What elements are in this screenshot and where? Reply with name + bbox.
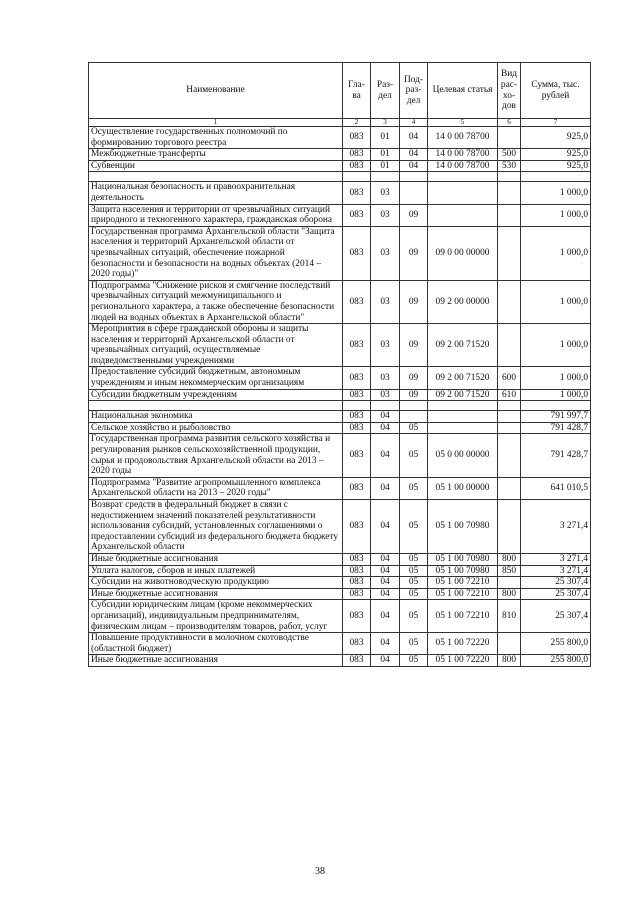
row-amount-cell: 25 307,4: [521, 588, 591, 600]
row-name-cell: Иные бюджетные ассигнования: [89, 588, 343, 600]
table-row: [89, 422, 591, 434]
row-name-cell: Повышение продуктивности в молочном скотоводстве (областной бюджет): [89, 633, 343, 655]
row-expense-type-cell: 850: [498, 565, 521, 577]
row-expense-type-cell: 800: [498, 588, 521, 600]
row-name-cell: Возврат средств в федеральный бюджет в связи с недостижением значений показателей результативности использования субсидий, установленных соглашениями о предоставлении субсидий из федерального бюджета бюджету Архангельской области: [89, 500, 343, 554]
row-amount-cell: 641 010,5: [521, 477, 591, 499]
spacer-cell: [521, 401, 591, 411]
row-expense-type-cell: 600: [498, 367, 521, 389]
row-chapter-cell: 083: [343, 565, 371, 577]
table-row: [89, 577, 591, 589]
row-name-cell: Мероприятия в сфере гражданской обороны и защиты населения и территорий Архангельской области от чрезвычайных ситуаций, осуществляемые подведомственными учреждениями: [89, 324, 343, 367]
header-section: Раз-дел: [371, 63, 400, 119]
header-expense-type: Вид рас-хо-дов: [498, 63, 521, 119]
spacer-cell: [498, 401, 521, 411]
row-subsection-cell: 05: [400, 422, 428, 434]
row-chapter-cell: 083: [343, 367, 371, 389]
row-expense-type-cell: [498, 422, 521, 434]
row-expense-type-cell: 530: [498, 160, 521, 172]
header-subsection: Под-раз-дел: [400, 63, 428, 119]
row-subsection-cell: 05: [400, 600, 428, 633]
spacer-cell: [89, 172, 343, 182]
table-row: [89, 204, 591, 226]
row-expense-type-cell: 810: [498, 600, 521, 633]
row-target-cell: 14 0 00 78700: [428, 160, 498, 172]
row-section-cell: 03: [371, 324, 400, 367]
table-header-row: [89, 63, 591, 119]
row-chapter-cell: 083: [343, 411, 371, 423]
row-target-cell: 05 1 00 70980: [428, 553, 498, 565]
row-amount-cell: 925,0: [521, 127, 591, 149]
row-section-cell: 03: [371, 226, 400, 280]
row-amount-cell: 925,0: [521, 149, 591, 161]
table-row: [89, 500, 591, 554]
table-row: [89, 565, 591, 577]
row-target-cell: [428, 204, 498, 226]
row-name-cell: Национальная безопасность и правоохранительная деятельность: [89, 182, 343, 204]
row-name-cell: Защита населения и территории от чрезвычайных ситуаций природного и техногенного характера, гражданская оборона: [89, 204, 343, 226]
row-subsection-cell: 09: [400, 204, 428, 226]
spacer-cell: [371, 172, 400, 182]
row-name-cell: Субсидии бюджетным учреждениям: [89, 389, 343, 401]
row-expense-type-cell: [498, 434, 521, 477]
row-chapter-cell: 083: [343, 280, 371, 323]
table-row: [89, 226, 591, 280]
row-section-cell: 04: [371, 588, 400, 600]
row-target-cell: 05 0 00 00000: [428, 434, 498, 477]
row-name-cell: Национальная экономика: [89, 411, 343, 423]
table-row: [89, 127, 591, 149]
row-name-cell: Субсидии юридическим лицам (кроме некоммерческих организаций), индивидуальным предпринимателям, физическим лицам – производителям товаров, работ, услуг: [89, 600, 343, 633]
row-chapter-cell: 083: [343, 434, 371, 477]
column-number: 2: [343, 119, 371, 127]
row-chapter-cell: 083: [343, 182, 371, 204]
column-number: 5: [428, 119, 498, 127]
row-expense-type-cell: [498, 500, 521, 554]
row-expense-type-cell: [498, 127, 521, 149]
row-amount-cell: 1 000,0: [521, 182, 591, 204]
row-chapter-cell: 083: [343, 500, 371, 554]
row-target-cell: 09 2 00 71520: [428, 389, 498, 401]
spacer-cell: [371, 401, 400, 411]
table-row: [89, 477, 591, 499]
row-expense-type-cell: [498, 182, 521, 204]
row-section-cell: 03: [371, 280, 400, 323]
row-target-cell: 05 1 00 70980: [428, 500, 498, 554]
row-chapter-cell: 083: [343, 655, 371, 667]
row-amount-cell: 25 307,4: [521, 600, 591, 633]
row-name-cell: Осуществление государственных полномочий по формированию торгового реестра: [89, 127, 343, 149]
row-chapter-cell: 083: [343, 149, 371, 161]
row-amount-cell: 1 000,0: [521, 280, 591, 323]
row-section-cell: 04: [371, 655, 400, 667]
table-row: [89, 411, 591, 423]
row-chapter-cell: 083: [343, 477, 371, 499]
row-chapter-cell: 083: [343, 127, 371, 149]
table-row: [89, 655, 591, 667]
row-target-cell: 05 1 00 72210: [428, 588, 498, 600]
row-amount-cell: 3 271,4: [521, 553, 591, 565]
row-section-cell: 03: [371, 182, 400, 204]
column-number: 4: [400, 119, 428, 127]
row-amount-cell: 1 000,0: [521, 367, 591, 389]
row-section-cell: 04: [371, 565, 400, 577]
header-name: Наименование: [89, 63, 343, 119]
row-target-cell: 05 1 00 00000: [428, 477, 498, 499]
row-chapter-cell: 083: [343, 588, 371, 600]
row-target-cell: 14 0 00 78700: [428, 149, 498, 161]
row-section-cell: 01: [371, 149, 400, 161]
header-chapter: Гла-ва: [343, 63, 371, 119]
table-row: [89, 588, 591, 600]
row-expense-type-cell: [498, 633, 521, 655]
row-section-cell: 04: [371, 477, 400, 499]
spacer-cell: [89, 401, 343, 411]
column-number: 1: [89, 119, 343, 127]
row-subsection-cell: 04: [400, 160, 428, 172]
row-section-cell: 04: [371, 500, 400, 554]
row-name-cell: Предоставление субсидий бюджетным, автономным учреждениям и иным некоммерческим организациям: [89, 367, 343, 389]
spacer-cell: [521, 172, 591, 182]
row-expense-type-cell: 800: [498, 655, 521, 667]
row-amount-cell: 255 800,0: [521, 655, 591, 667]
row-subsection-cell: 09: [400, 367, 428, 389]
row-expense-type-cell: [498, 577, 521, 589]
row-expense-type-cell: [498, 204, 521, 226]
row-amount-cell: 1 000,0: [521, 324, 591, 367]
row-chapter-cell: 083: [343, 389, 371, 401]
row-amount-cell: 1 000,0: [521, 389, 591, 401]
row-section-cell: 04: [371, 600, 400, 633]
row-section-cell: 04: [371, 553, 400, 565]
row-expense-type-cell: [498, 477, 521, 499]
table-row: [89, 160, 591, 172]
row-chapter-cell: 083: [343, 160, 371, 172]
row-name-cell: Подпрограмма "Снижение рисков и смягчение последствий чрезвычайных ситуаций межмуниципального и регионального характера, а также обеспечение безопасности людей на водных объектах в Архангельской области": [89, 280, 343, 323]
spacer-cell: [400, 172, 428, 182]
row-target-cell: [428, 182, 498, 204]
row-name-cell: Уплата налогов, сборов и иных платежей: [89, 565, 343, 577]
row-name-cell: Подпрограмма "Развитие агропромышленного комплекса Архангельской области на 2013 – 2020 годы": [89, 477, 343, 499]
row-target-cell: 09 2 00 71520: [428, 367, 498, 389]
row-subsection-cell: 05: [400, 565, 428, 577]
row-subsection-cell: 05: [400, 655, 428, 667]
spacer-cell: [343, 401, 371, 411]
row-subsection-cell: [400, 411, 428, 423]
spacer-cell: [428, 172, 498, 182]
row-name-cell: Субвенции: [89, 160, 343, 172]
row-target-cell: 09 2 00 00000: [428, 280, 498, 323]
table-row: [89, 182, 591, 204]
row-subsection-cell: 05: [400, 434, 428, 477]
table-row: [89, 280, 591, 323]
row-amount-cell: 255 800,0: [521, 633, 591, 655]
table-row: [89, 324, 591, 367]
row-chapter-cell: 083: [343, 553, 371, 565]
row-amount-cell: 3 271,4: [521, 565, 591, 577]
row-section-cell: 04: [371, 434, 400, 477]
row-subsection-cell: 05: [400, 477, 428, 499]
table-body: [89, 127, 591, 667]
column-number: 7: [521, 119, 591, 127]
row-subsection-cell: 05: [400, 500, 428, 554]
row-target-cell: 05 1 00 72210: [428, 577, 498, 589]
row-name-cell: Государственная программа развития сельского хозяйства и регулирования рынков сельскохозяйственной продукции, сырья и продовольствия Архангельской области на 2013 – 2020 годы: [89, 434, 343, 477]
column-number: 6: [498, 119, 521, 127]
row-expense-type-cell: [498, 411, 521, 423]
row-section-cell: 03: [371, 204, 400, 226]
row-subsection-cell: 09: [400, 280, 428, 323]
row-target-cell: 09 0 00 00000: [428, 226, 498, 280]
row-subsection-cell: 09: [400, 389, 428, 401]
spacer-cell: [498, 172, 521, 182]
row-subsection-cell: 05: [400, 633, 428, 655]
page-number: 38: [315, 866, 325, 877]
row-target-cell: 09 2 00 71520: [428, 324, 498, 367]
row-expense-type-cell: 500: [498, 149, 521, 161]
row-amount-cell: 1 000,0: [521, 226, 591, 280]
row-target-cell: 05 1 00 72220: [428, 633, 498, 655]
spacer-row: [89, 401, 591, 411]
row-expense-type-cell: 800: [498, 553, 521, 565]
row-expense-type-cell: [498, 280, 521, 323]
row-chapter-cell: 083: [343, 422, 371, 434]
row-subsection-cell: 09: [400, 226, 428, 280]
row-expense-type-cell: 610: [498, 389, 521, 401]
row-chapter-cell: 083: [343, 600, 371, 633]
row-amount-cell: 25 307,4: [521, 577, 591, 589]
row-name-cell: Межбюджетные трансферты: [89, 149, 343, 161]
row-subsection-cell: 09: [400, 324, 428, 367]
row-amount-cell: 791 997,7: [521, 411, 591, 423]
row-amount-cell: 791 428,7: [521, 422, 591, 434]
row-section-cell: 04: [371, 422, 400, 434]
row-chapter-cell: 083: [343, 324, 371, 367]
row-name-cell: Государственная программа Архангельской области "Защита населения и территорий Архангельской области от чрезвычайных ситуаций, обеспечение пожарной безопасности и безопасности на водных объектах (2014 – 2020 годы)": [89, 226, 343, 280]
row-amount-cell: 1 000,0: [521, 204, 591, 226]
column-number: 3: [371, 119, 400, 127]
column-number-row: [89, 119, 591, 127]
spacer-cell: [343, 172, 371, 182]
table-row: [89, 149, 591, 161]
row-section-cell: 01: [371, 160, 400, 172]
spacer-row: [89, 172, 591, 182]
row-target-cell: [428, 411, 498, 423]
table-row: [89, 600, 591, 633]
row-subsection-cell: 04: [400, 149, 428, 161]
row-name-cell: Иные бюджетные ассигнования: [89, 553, 343, 565]
row-name-cell: Сельское хозяйство и рыболовство: [89, 422, 343, 434]
row-target-cell: 05 1 00 72220: [428, 655, 498, 667]
spacer-cell: [428, 401, 498, 411]
row-subsection-cell: 04: [400, 127, 428, 149]
row-section-cell: 03: [371, 367, 400, 389]
row-amount-cell: 791 428,7: [521, 434, 591, 477]
row-section-cell: 03: [371, 389, 400, 401]
row-amount-cell: 3 271,4: [521, 500, 591, 554]
row-section-cell: 04: [371, 633, 400, 655]
row-section-cell: 04: [371, 411, 400, 423]
spacer-cell: [400, 401, 428, 411]
header-amount: Сумма, тыс. рублей: [521, 63, 591, 119]
table-row: [89, 367, 591, 389]
row-amount-cell: 925,0: [521, 160, 591, 172]
table-row: [89, 389, 591, 401]
row-target-cell: [428, 422, 498, 434]
row-name-cell: Иные бюджетные ассигнования: [89, 655, 343, 667]
row-target-cell: 14 0 00 78700: [428, 127, 498, 149]
row-chapter-cell: 083: [343, 226, 371, 280]
row-subsection-cell: [400, 182, 428, 204]
row-section-cell: 01: [371, 127, 400, 149]
row-target-cell: 05 1 00 70980: [428, 565, 498, 577]
row-chapter-cell: 083: [343, 633, 371, 655]
row-name-cell: Субсидии на животноводческую продукцию: [89, 577, 343, 589]
row-subsection-cell: 05: [400, 553, 428, 565]
row-expense-type-cell: [498, 324, 521, 367]
row-chapter-cell: 083: [343, 577, 371, 589]
header-target: Целевая статья: [428, 63, 498, 119]
row-subsection-cell: 05: [400, 588, 428, 600]
row-subsection-cell: 05: [400, 577, 428, 589]
row-target-cell: 05 1 00 72210: [428, 600, 498, 633]
row-expense-type-cell: [498, 226, 521, 280]
table-row: [89, 633, 591, 655]
table-row: [89, 553, 591, 565]
row-chapter-cell: 083: [343, 204, 371, 226]
table-row: [89, 434, 591, 477]
budget-table: [88, 62, 591, 667]
row-section-cell: 04: [371, 577, 400, 589]
